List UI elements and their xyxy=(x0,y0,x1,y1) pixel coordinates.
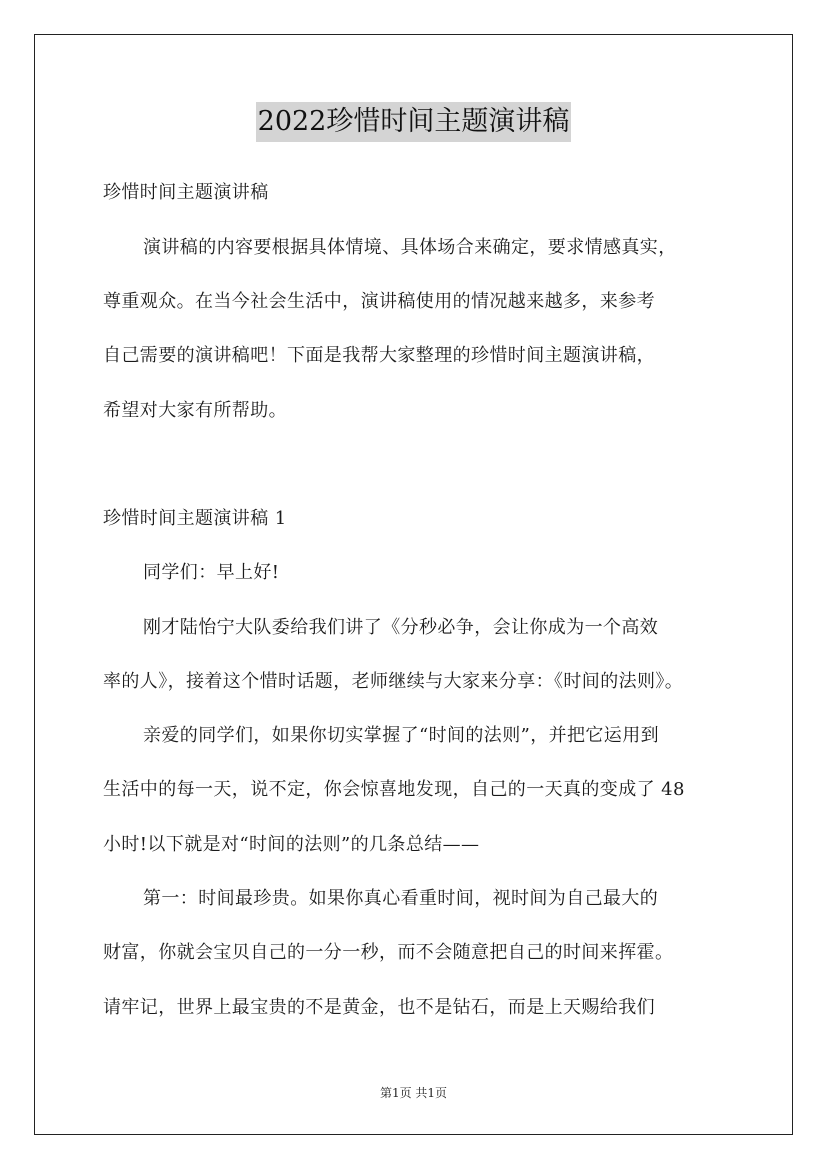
paragraph-line: 演讲稿的内容要根据具体情境、具体场合来确定，要求情感真实， xyxy=(143,237,677,258)
paragraph-line: 率的人》，接着这个惜时话题，老师继续与大家来分享：《时间的法则》。 xyxy=(103,671,684,692)
paragraph-line: 小时!以下就是对“时间的法则”的几条总结—— xyxy=(103,834,480,855)
paragraph-line: 刚才陆怡宁大队委给我们讲了《分秒必争，会让你成为一个高效 xyxy=(143,617,659,638)
paragraph-line: 同学们：早上好! xyxy=(143,562,280,583)
document-title: 2022珍惜时间主题演讲稿 xyxy=(256,102,572,142)
section-heading: 珍惜时间主题演讲稿 1 xyxy=(103,508,287,529)
title-container xyxy=(0,102,827,142)
paragraph-line: 第一：时间最珍贵。如果你真心看重时间，视时间为自己最大的 xyxy=(143,888,659,909)
paragraph-line: 尊重观众。在当今社会生活中，演讲稿使用的情况越来越多，来参考 xyxy=(103,291,655,312)
paragraph-line: 希望对大家有所帮助。 xyxy=(103,400,287,421)
subtitle: 珍惜时间主题演讲稿 xyxy=(103,182,269,203)
paragraph-line: 生活中的每一天，说不定，你会惊喜地发现，自己的一天真的变成了 48 xyxy=(103,779,685,800)
paragraph-line: 亲爱的同学们，如果你切实掌握了“时间的法则”，并把它运用到 xyxy=(143,725,660,746)
page-number: 第1页 共1页 xyxy=(379,1086,448,1100)
paragraph-line: 请牢记，世界上最宝贵的不是黄金，也不是钻石，而是上天赐给我们 xyxy=(103,997,655,1018)
paragraph-line: 财富，你就会宝贝自己的一分一秒，而不会随意把自己的时间来挥霍。 xyxy=(103,942,674,963)
paragraph-line: 自己需要的演讲稿吧！下面是我帮大家整理的珍惜时间主题演讲稿， xyxy=(103,345,655,366)
